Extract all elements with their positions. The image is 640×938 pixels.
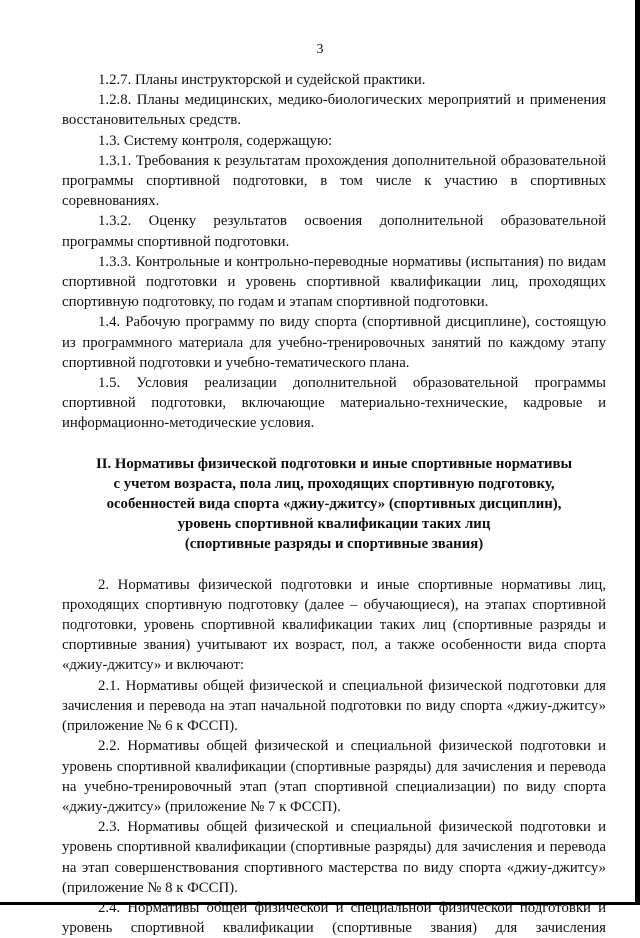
paragraph-1-5: 1.5. Условия реализации дополнительной образовательной программы спортивной подготовки, включающие материально-технические, кадровые и информационно-методические условия. [62,375,606,432]
section-heading [62,454,606,555]
paragraph-2-1: 2.1. Нормативы общей физической и специальной физической подготовки для зачисления и перевода на этап начальной подготовки по виду спорта «джиу-джитсу» (приложение № 6 к ФССП). [62,677,606,735]
section-heading-line: особенностей вида спорта «джиу-джитсу» (спортивных дисциплин), [106,496,562,513]
paragraph-1-2-7: 1.2.7. Планы инструкторской и судейской практики. [98,72,426,88]
paragraph-1-3-3: 1.3.3. Контрольные и контрольно-переводные нормативы (испытания) по видам спортивной подготовки и уровень спортивной квалификации лиц, проходящих спортивную подготовку, по годам и этапам спортивной подготовки. [62,253,606,311]
paragraph-2-4: 2.4. Нормативы общей физической и специальной физической подготовки и уровень спортивной квалификации (спортивные звания) для зачисления [62,899,606,937]
paragraph-1-3-1: 1.3.1. Требования к результатам прохождения дополнительной образовательной программы спортивной подготовки, в том числе к участию в спортивных соревнованиях. [62,152,606,210]
document-body [62,70,606,938]
paragraph-1-4: 1.4. Рабочую программу по виду спорта (спортивной дисциплине), состоящую из программного материала для учебно-тренировочных занятий по каждому этапу спортивной подготовки и учебно-тематического плана. [62,314,606,371]
paragraph-1-3-2: 1.3.2. Оценку результатов освоения дополнительной образовательной программы спортивной подготовки. [62,213,606,250]
paragraph-1-3: 1.3. Систему контроля, содержащую: [98,132,333,149]
section-heading-line: (спортивные разряды и спортивные звания) [184,536,484,553]
section-heading-line: с учетом возраста, пола лиц, проходящих спортивную подготовку, [113,475,555,492]
page-number: 3 [316,42,324,57]
paragraph-2: 2. Нормативы физической подготовки и иные спортивные нормативы лиц, проходящих спортивную подготовку (далее – обучающиеся), на этапах спортивной подготовки, уровень спортивной квалификации таких лиц (спортивные разряды и спортивные звания) учитывают их возраст, пол, а также особенности вида спорта «джиу-джитсу» и включают: [62,576,606,674]
paragraph-2-3: 2.3. Нормативы общей физической и специальной физической подготовки и уровень спортивной квалификации (спортивные разряды) для зачисления и перевода на этап совершенствования спортивного мастерства по виду спорта «джиу-джитсу» (приложение № 8 к ФССП). [62,819,606,896]
paragraph-1-2-8: 1.2.8. Планы медицинских, медико-биологических мероприятий и применения восстановительных средств. [62,92,606,129]
section-heading-line: уровень спортивной квалификации таких лиц [177,516,491,533]
paragraph-2-2: 2.2. Нормативы общей физической и специальной физической подготовки и уровень спортивной квалификации (спортивные разряды) для зачисления и перевода на учебно-тренировочный этап (этап спортивной специализации) по виду спорта «джиу-джитсу» (приложение № 7 к ФССП). [62,738,606,815]
page-edge-right [635,0,640,905]
section-heading-line: II. Нормативы физической подготовки и иные спортивные нормативы [95,455,573,472]
